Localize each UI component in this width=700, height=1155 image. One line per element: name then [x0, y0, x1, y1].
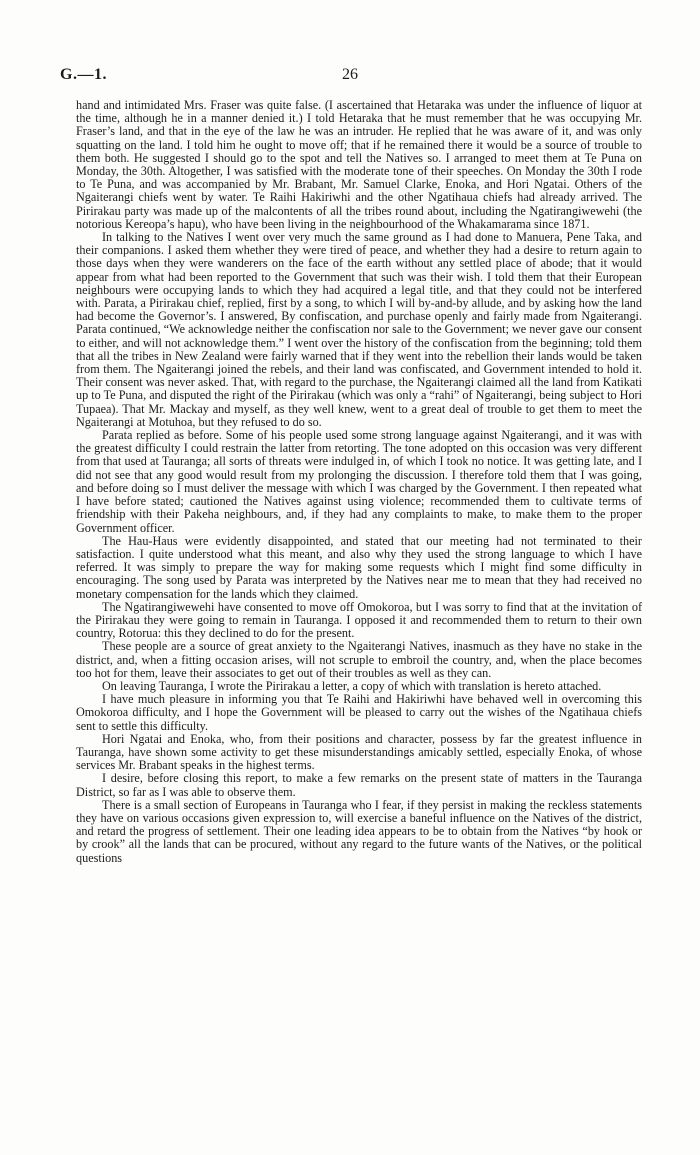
paragraph: The Hau-Haus were evidently disappointed, and stated that our meeting had not terminated to their satisfaction. I quite understood what this meant, and also why they used the strong language to which I have referred. It was simply to prepare the way for making some requests which I might find some difficulty in encouraging. The song used by Parata was interpreted by the Natives near me to mean that they had received no monetary compensation for the lands which they claimed.	[76, 533, 642, 601]
page-header	[60, 66, 640, 88]
paragraph: These people are a source of great anxiety to the Ngaiterangi Natives, inasmuch as they have no stake in the district, and, when a fitting occasion arises, will not scruple to embroil the country, and, when the place becomes too hot for them, leave their associates to get out of their troubles as well as they can.	[76, 639, 642, 680]
paragraph: The Ngatirangiwewehi have consented to move off Omokoroa, but I was sorry to find that at the invitation of the Pirirakau they were going to remain in Tauranga. I opposed it and recommended them to return to their own country, Rotorua: this they declined to do for the present.	[76, 599, 642, 641]
paragraph: I desire, before closing this report, to make a few remarks on the present state of matters in the Tauranga District, so far as I was able to observe them.	[76, 771, 642, 799]
paragraph: Hori Ngatai and Enoka, who, from their positions and character, possess by far the greatest influence in Tauranga, have shown some activity to get these misunderstandings amicably settled, especially Enoka, of whose services Mr. Brabant speaks in the highest terms.	[76, 731, 642, 773]
paragraph: On leaving Tauranga, I wrote the Pirirakau a letter, a copy of which with translation is hereto attached.	[102, 678, 602, 693]
document-reference: G.—1.	[60, 66, 107, 83]
report-body	[76, 99, 642, 865]
page-number: 26	[342, 66, 358, 83]
paragraph: hand and intimidated Mrs. Fraser was quite false. (I ascertained that Hetaraka was under the influence of liquor at the time, although he in a manner denied it.) I told Hetaraka that he must remember that he was occupying Mr. Fraser’s land, and that in the eye of the law he was an intruder. He replied that he was aware of it, and was only squatting on the land. I told him he ought to move off; that if he remained there it would be a source of trouble to them both. He suggested I should go to the spot and tell the Natives so. I arranged to meet them at Te Puna on Monday, the 30th. Altogether, I was satisfied with the moderate tone of their speeches. On Monday the 30th I rode to Te Puna, and was accompanied by Mr. Brabant, Mr. Samuel Clarke, Enoka, and Hori Ngatai. Others of the Ngaiterangi chiefs went by water. Te Raihi Hakiriwhi and the other Ngatihaua chiefs had already arrived. The Pirirakau party was made up of the malcontents of all the tribes round about, including the Ngatirangiwewehi (the notorious Kereopa’s hapu), who have been living in the neighbourhood of the Whakamarama since 1871.	[76, 98, 642, 231]
paragraph: Parata replied as before. Some of his people used some strong language against Ngaiterangi, and it was with the greatest difficulty I could restrain the latter from retorting. The tone adopted on this occasion was very different from that used at Tauranga; all sorts of threats were indulged in, of which I took no notice. It was getting late, and I did not see that any good would result from my prolonging the discussion. I therefore told them that I was going, and before doing so I must deliver the message with which I was charged by the Government. I then repeated what I have before stated; cautioned the Natives against using violence; recommended them to cultivate terms of friendship with their Pakeha neighbours, and, if they had any complaints to make, to make them to the proper Government officer.	[76, 428, 642, 535]
paragraph: There is a small section of Europeans in Tauranga who I fear, if they persist in making the reckless statements they have on various occasions given expression to, will exercise a baneful influence on the Natives of the district, and retard the progress of settlement. Their one leading idea appears to be to obtain from the Natives “by hook or by crook” all the lands that can be procured, without any regard to the future wants of the Natives, or the political questions	[76, 797, 642, 865]
paragraph: In talking to the Natives I went over very much the same ground as I had done to Manuera, Pene Taka, and their companions. I asked them whether they were tired of peace, and whether they had a desire to return again to those days when they were wanderers on the face of the earth without any settled place of abode; that it would appear from what had been reported to the Government that such was their wish. I told them that their European neighbours were occupying lands to which they had acquired a legal title, and that they could not be interfered with. Parata, a Pirirakau chief, replied, first by a song, to which I will by-and-by allude, and by asking how the land had become the Governor’s. I answered, By confiscation, and purchase openly and fairly made from Ngaiterangi. Parata continued, “We acknowledge neither the confiscation nor sale to the Government; we never gave our consent to either, and will not acknowledge them.” I went over the history of the confiscation from the beginning; told them that all the tribes in New Zealand were fairly warned that if they went into the rebellion their lands would be taken from them. The Ngaiterangi joined the rebels, and their land was confiscated, and Government intended to hold it. Their consent was never asked. That, with regard to the purchase, the Ngaiterangi claimed all the land from Katikati up to Te Puna, and disputed the right of the Pirirakau (which was only a “rahi” of Ngaiterangi, being subject to Hori Tupaea). That Mr. Mackay and myself, as they well knew, went to a great deal of trouble to get them to meet the Ngaiterangi at Motuhoa, but they refused to do so.	[76, 230, 642, 429]
paragraph: I have much pleasure in informing you that Te Raihi and Hakiriwhi have behaved well in overcoming this Omokoroa difficulty, and I hope the Government will be pleased to carry out the wishes of the Ngatihaua chiefs sent to settle this difficulty.	[76, 692, 642, 733]
